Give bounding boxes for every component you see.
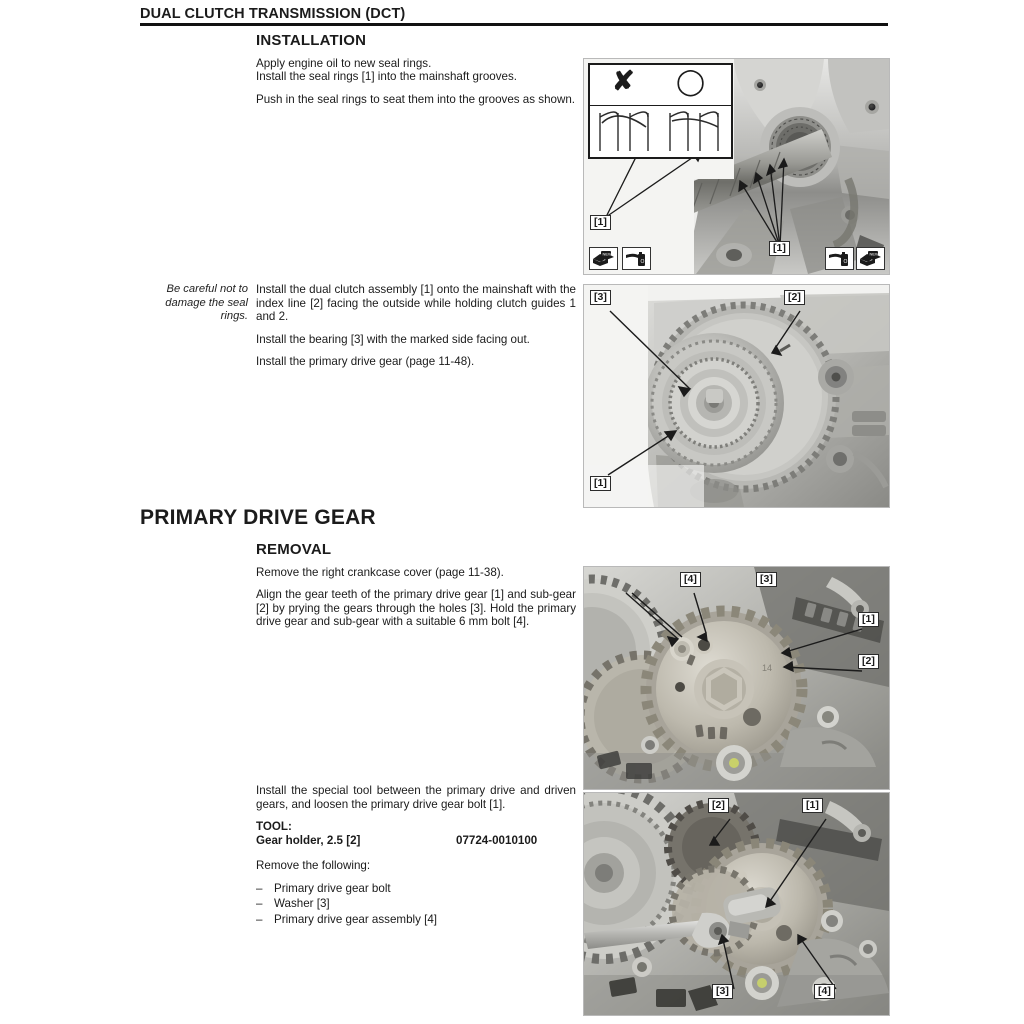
callout-1: [1] xyxy=(590,476,611,491)
svg-text:NEW: NEW xyxy=(602,251,612,257)
correct-mark-icon: ◯ xyxy=(676,66,706,96)
install-para-6: Install the primary drive gear (page 11-48). xyxy=(256,355,475,369)
removal-para-3: Install the special tool between the primary drive and driven gears, and loosen the primary drive gear bolt [1]. xyxy=(256,784,576,811)
callout-4: [4] xyxy=(680,572,701,587)
dual-clutch-photo xyxy=(584,285,889,507)
gear-holder-tool-photo xyxy=(584,793,889,1015)
callout-3: [3] xyxy=(756,572,777,587)
removal-para-2: Align the gear teeth of the primary drive gear [1] and sub-gear [2] by prying the gears through the holes [3]. Hold the primary drive gear and sub-gear with a suitable 6 mm bolt [4]. xyxy=(256,588,576,629)
oil-apply-icon xyxy=(825,247,854,270)
list-item: – Primary drive gear bolt xyxy=(256,881,576,897)
callout-1a: [1] xyxy=(590,215,611,230)
tool-row xyxy=(256,834,576,848)
installation-section xyxy=(256,34,576,115)
primary-drive-gear-photo xyxy=(584,567,889,789)
page-header xyxy=(140,6,888,26)
install-para-3: Push in the seal rings to seat them into the grooves as shown. xyxy=(256,92,576,106)
svg-text:14: 14 xyxy=(762,663,773,673)
correct-incorrect-inset xyxy=(588,63,733,159)
callout-1: [1] xyxy=(858,612,879,627)
install-para-5: Install the bearing [3] with the marked side facing out. xyxy=(256,332,530,346)
figure-dual-clutch-assembly xyxy=(583,284,890,508)
callout-1: [1] xyxy=(802,798,823,813)
list-item: – Primary drive gear assembly [4] xyxy=(256,912,576,928)
new-part-icon xyxy=(589,247,618,270)
install-para-4: Install the dual clutch assembly [1] onto the mainshaft with the index line [2] facing the outside while holding clutch guides 1 and 2. xyxy=(256,283,576,324)
removal-heading: REMOVAL xyxy=(256,541,332,558)
installation-section-2 xyxy=(256,283,576,378)
svg-text:O: O xyxy=(640,259,645,265)
header-rule xyxy=(140,23,888,26)
tool-section xyxy=(256,784,576,927)
callout-2: [2] xyxy=(708,798,729,813)
callout-2: [2] xyxy=(784,290,805,305)
tool-part-number: 07724-0010100 xyxy=(456,833,538,847)
new-part-icon xyxy=(856,247,885,270)
page-title: PRIMARY DRIVE GEAR xyxy=(140,506,376,529)
wrong-mark-icon: ✘ xyxy=(612,66,635,96)
callout-3: [3] xyxy=(712,984,733,999)
callout-2: [2] xyxy=(858,654,879,669)
callout-4: [4] xyxy=(814,984,835,999)
chapter-title: DUAL CLUTCH TRANSMISSION (DCT) xyxy=(140,6,406,22)
seal-ring-seating-diagram xyxy=(590,65,731,157)
callout-1b: [1] xyxy=(769,241,790,256)
removal-para-1: Remove the right crankcase cover (page 11-38). xyxy=(256,565,504,579)
figure-gear-holder-tool xyxy=(583,792,890,1016)
remove-items-list xyxy=(256,881,576,928)
remove-list-intro: Remove the following: xyxy=(256,859,371,873)
install-para-1: Apply engine oil to new seal rings. xyxy=(256,56,432,70)
installation-heading: INSTALLATION xyxy=(256,32,367,49)
list-item: – Washer [3] xyxy=(256,896,576,912)
tool-name: Gear holder, 2.5 [2] xyxy=(256,833,361,847)
install-para-2: Install the seal rings [1] into the mainshaft grooves. xyxy=(256,70,518,84)
oil-apply-icon xyxy=(622,247,651,270)
svg-text:NEW: NEW xyxy=(869,251,879,257)
margin-caution-note: Be careful not to damage the seal rings. xyxy=(165,283,248,323)
figure-primary-drive-gear-alignment xyxy=(583,566,890,790)
svg-text:O: O xyxy=(843,259,848,265)
tool-label: TOOL: xyxy=(256,820,292,834)
callout-3: [3] xyxy=(590,290,611,305)
removal-section xyxy=(256,543,576,638)
figure-mainshaft-seal-rings xyxy=(583,58,890,275)
